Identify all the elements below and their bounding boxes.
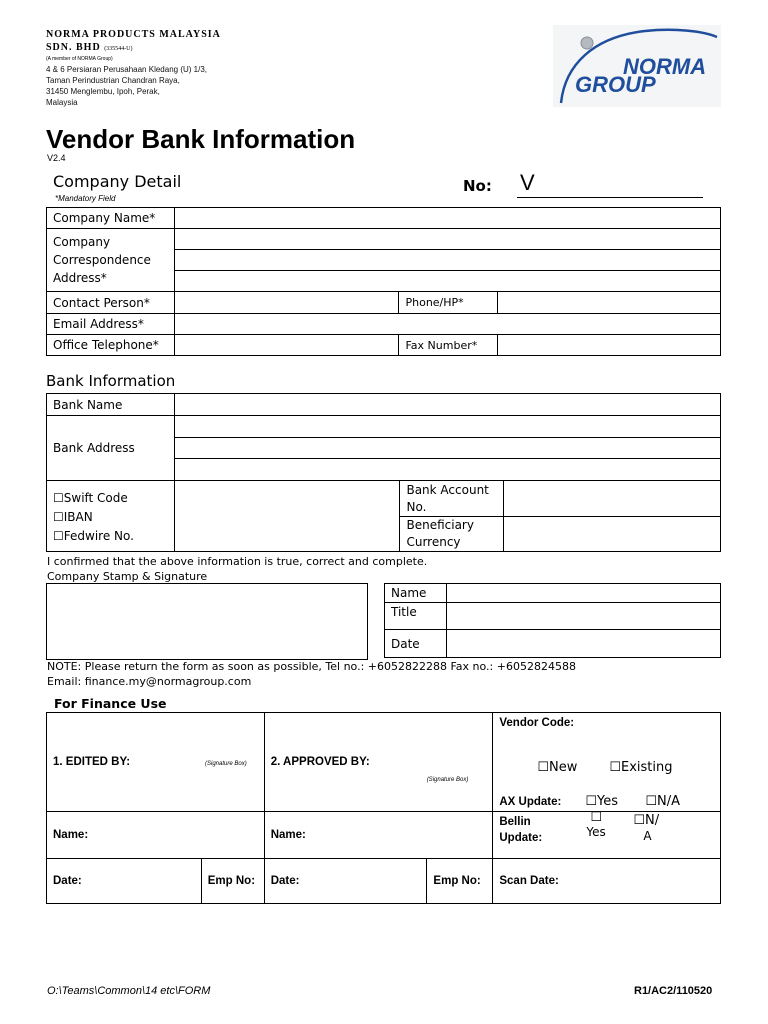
signatory-date-label: Date [385,630,447,658]
bank-account-field[interactable] [504,481,721,517]
signatory-title-field[interactable] [446,603,720,630]
approved-name-cell[interactable] [264,812,493,859]
footer-form-code: R1/AC2/110520 [634,985,713,997]
contact-person-field[interactable] [174,292,399,314]
stamp-label: Company Stamp & Signature [47,570,208,583]
scan-date-label: Scan Date: [499,875,559,887]
edited-date-cell[interactable] [47,859,202,904]
approved-emp-label: Emp No: [433,875,481,887]
bank-code-field[interactable] [174,481,400,552]
company-name-field[interactable] [174,208,720,229]
bank-info-table [46,393,721,552]
signatory-date-field[interactable] [446,630,720,658]
vendor-no-field[interactable]: V [517,170,703,198]
edited-signature-box-label: (Signature Box) [205,761,247,767]
company-detail-heading: Company Detail [53,172,182,191]
address-line: Malaysia [46,98,78,107]
vendor-code-cell [493,713,721,812]
edited-by-cell[interactable] [47,713,265,812]
bank-name-label: Bank Name [47,394,175,416]
finance-email: Email: finance.my@normagroup.com [47,675,252,688]
no-label: No: [463,177,492,195]
company-registration: (335544-U) [104,46,133,52]
swift-code-checkbox[interactable]: ☐Swift Code [53,491,128,505]
approved-emp-cell[interactable] [427,859,493,904]
member-of-note: (A member of NORMA Group) [46,56,113,62]
approved-signature-box-label: (Signature Box) [426,777,469,783]
edited-emp-cell[interactable] [201,859,264,904]
signatory-table [384,583,721,658]
ax-update-label: AX Update: [499,796,562,808]
bellin-na-checkbox[interactable]: ☐N/ [633,813,660,828]
company-name: NORMA PRODUCTS MALAYSIA SDN. BHD (335544-U) [46,29,221,53]
office-tel-field[interactable] [174,335,399,356]
bellin-yes-label: Yes [586,825,606,839]
phone-label: Phone/HP* [399,292,498,314]
approved-by-cell[interactable] [264,713,493,812]
finance-use-heading: For Finance Use [54,696,167,711]
address-line: 31450 Menglembu, Ipoh, Perak, [46,87,160,96]
company-address [46,64,207,108]
bellin-update-label: Bellin Update: [499,816,543,844]
approved-date-cell[interactable] [264,859,427,904]
currency-field[interactable] [504,517,721,552]
bank-address-field-line1[interactable] [174,416,720,438]
address-label: Company Correspondence Address* [47,229,175,292]
new-checkbox[interactable]: ☐New [537,760,578,775]
contact-person-label: Contact Person* [47,292,175,314]
iban-checkbox[interactable]: ☐IBAN [53,510,93,524]
norma-group-logo [553,25,721,107]
edited-emp-label: Emp No: [207,875,256,887]
fedwire-checkbox[interactable]: ☐Fedwire No. [53,529,134,543]
form-version: V2.4 [47,153,66,163]
footer-file-path: O:\Teams\Common\14 etc\FORM [47,985,211,997]
approved-name-label: Name: [270,829,306,841]
bank-address-label: Bank Address [47,416,175,481]
bank-address-field-line3[interactable] [174,459,720,481]
existing-checkbox[interactable]: ☐Existing [609,760,673,775]
office-tel-label: Office Telephone* [47,335,175,356]
address-field-line3[interactable] [174,271,720,292]
currency-label: Beneficiary Currency [400,517,504,552]
signatory-name-field[interactable] [446,584,720,603]
confirmation-statement: I confirmed that the above information is true, correct and complete. [47,555,428,568]
edited-name-label: Name: [53,829,89,841]
email-label: Email Address* [47,314,175,335]
approved-by-label: 2. APPROVED BY: [270,756,370,768]
ax-na-checkbox[interactable]: ☐N/A [645,794,681,809]
signatory-name-label: Name [385,584,447,603]
address-field-line2[interactable] [174,250,720,271]
address-field-line1[interactable] [174,229,720,250]
approved-date-label: Date: [270,875,300,887]
company-name-label: Company Name* [47,208,175,229]
bellin-update-cell [493,812,721,859]
logo-text-line2: GROUP [575,72,656,97]
bellin-yes-checkbox[interactable]: ☐ [590,810,603,825]
company-stamp-box[interactable] [46,583,368,660]
vendor-code-label: Vendor Code: [499,717,575,729]
scan-date-cell[interactable] [493,859,721,904]
edited-date-label: Date: [53,875,82,887]
logo-text-line1: NORMA [623,54,707,79]
address-line: Taman Perindustrian Chandran Raya, [46,76,180,85]
bank-name-field[interactable] [174,394,720,416]
phone-field[interactable] [498,292,721,314]
return-note: NOTE: Please return the form as soon as possible, Tel no.: +6052822288 Fax no.: +6052824588 [47,660,576,673]
signatory-title-label: Title [385,603,447,630]
finance-use-table [46,712,721,904]
address-line: 4 & 6 Persiaran Perusahaan Kledang (U) 1/3, [46,65,207,74]
edited-name-cell[interactable] [47,812,265,859]
fax-field[interactable] [498,335,721,356]
edited-by-label: 1. EDITED BY: [53,756,131,768]
company-detail-table [46,207,721,356]
email-field[interactable] [174,314,720,335]
mandatory-note: *Mandatory Field [55,194,116,203]
bank-account-label: Bank Account No. [400,481,504,517]
bank-info-heading: Bank Information [46,372,176,390]
bellin-na-label: A [643,829,652,843]
bank-code-options [47,481,175,552]
fax-label: Fax Number* [399,335,498,356]
page-title: Vendor Bank Information [46,124,356,154]
ax-yes-checkbox[interactable]: ☐Yes [585,794,618,809]
bank-address-field-line2[interactable] [174,438,720,459]
